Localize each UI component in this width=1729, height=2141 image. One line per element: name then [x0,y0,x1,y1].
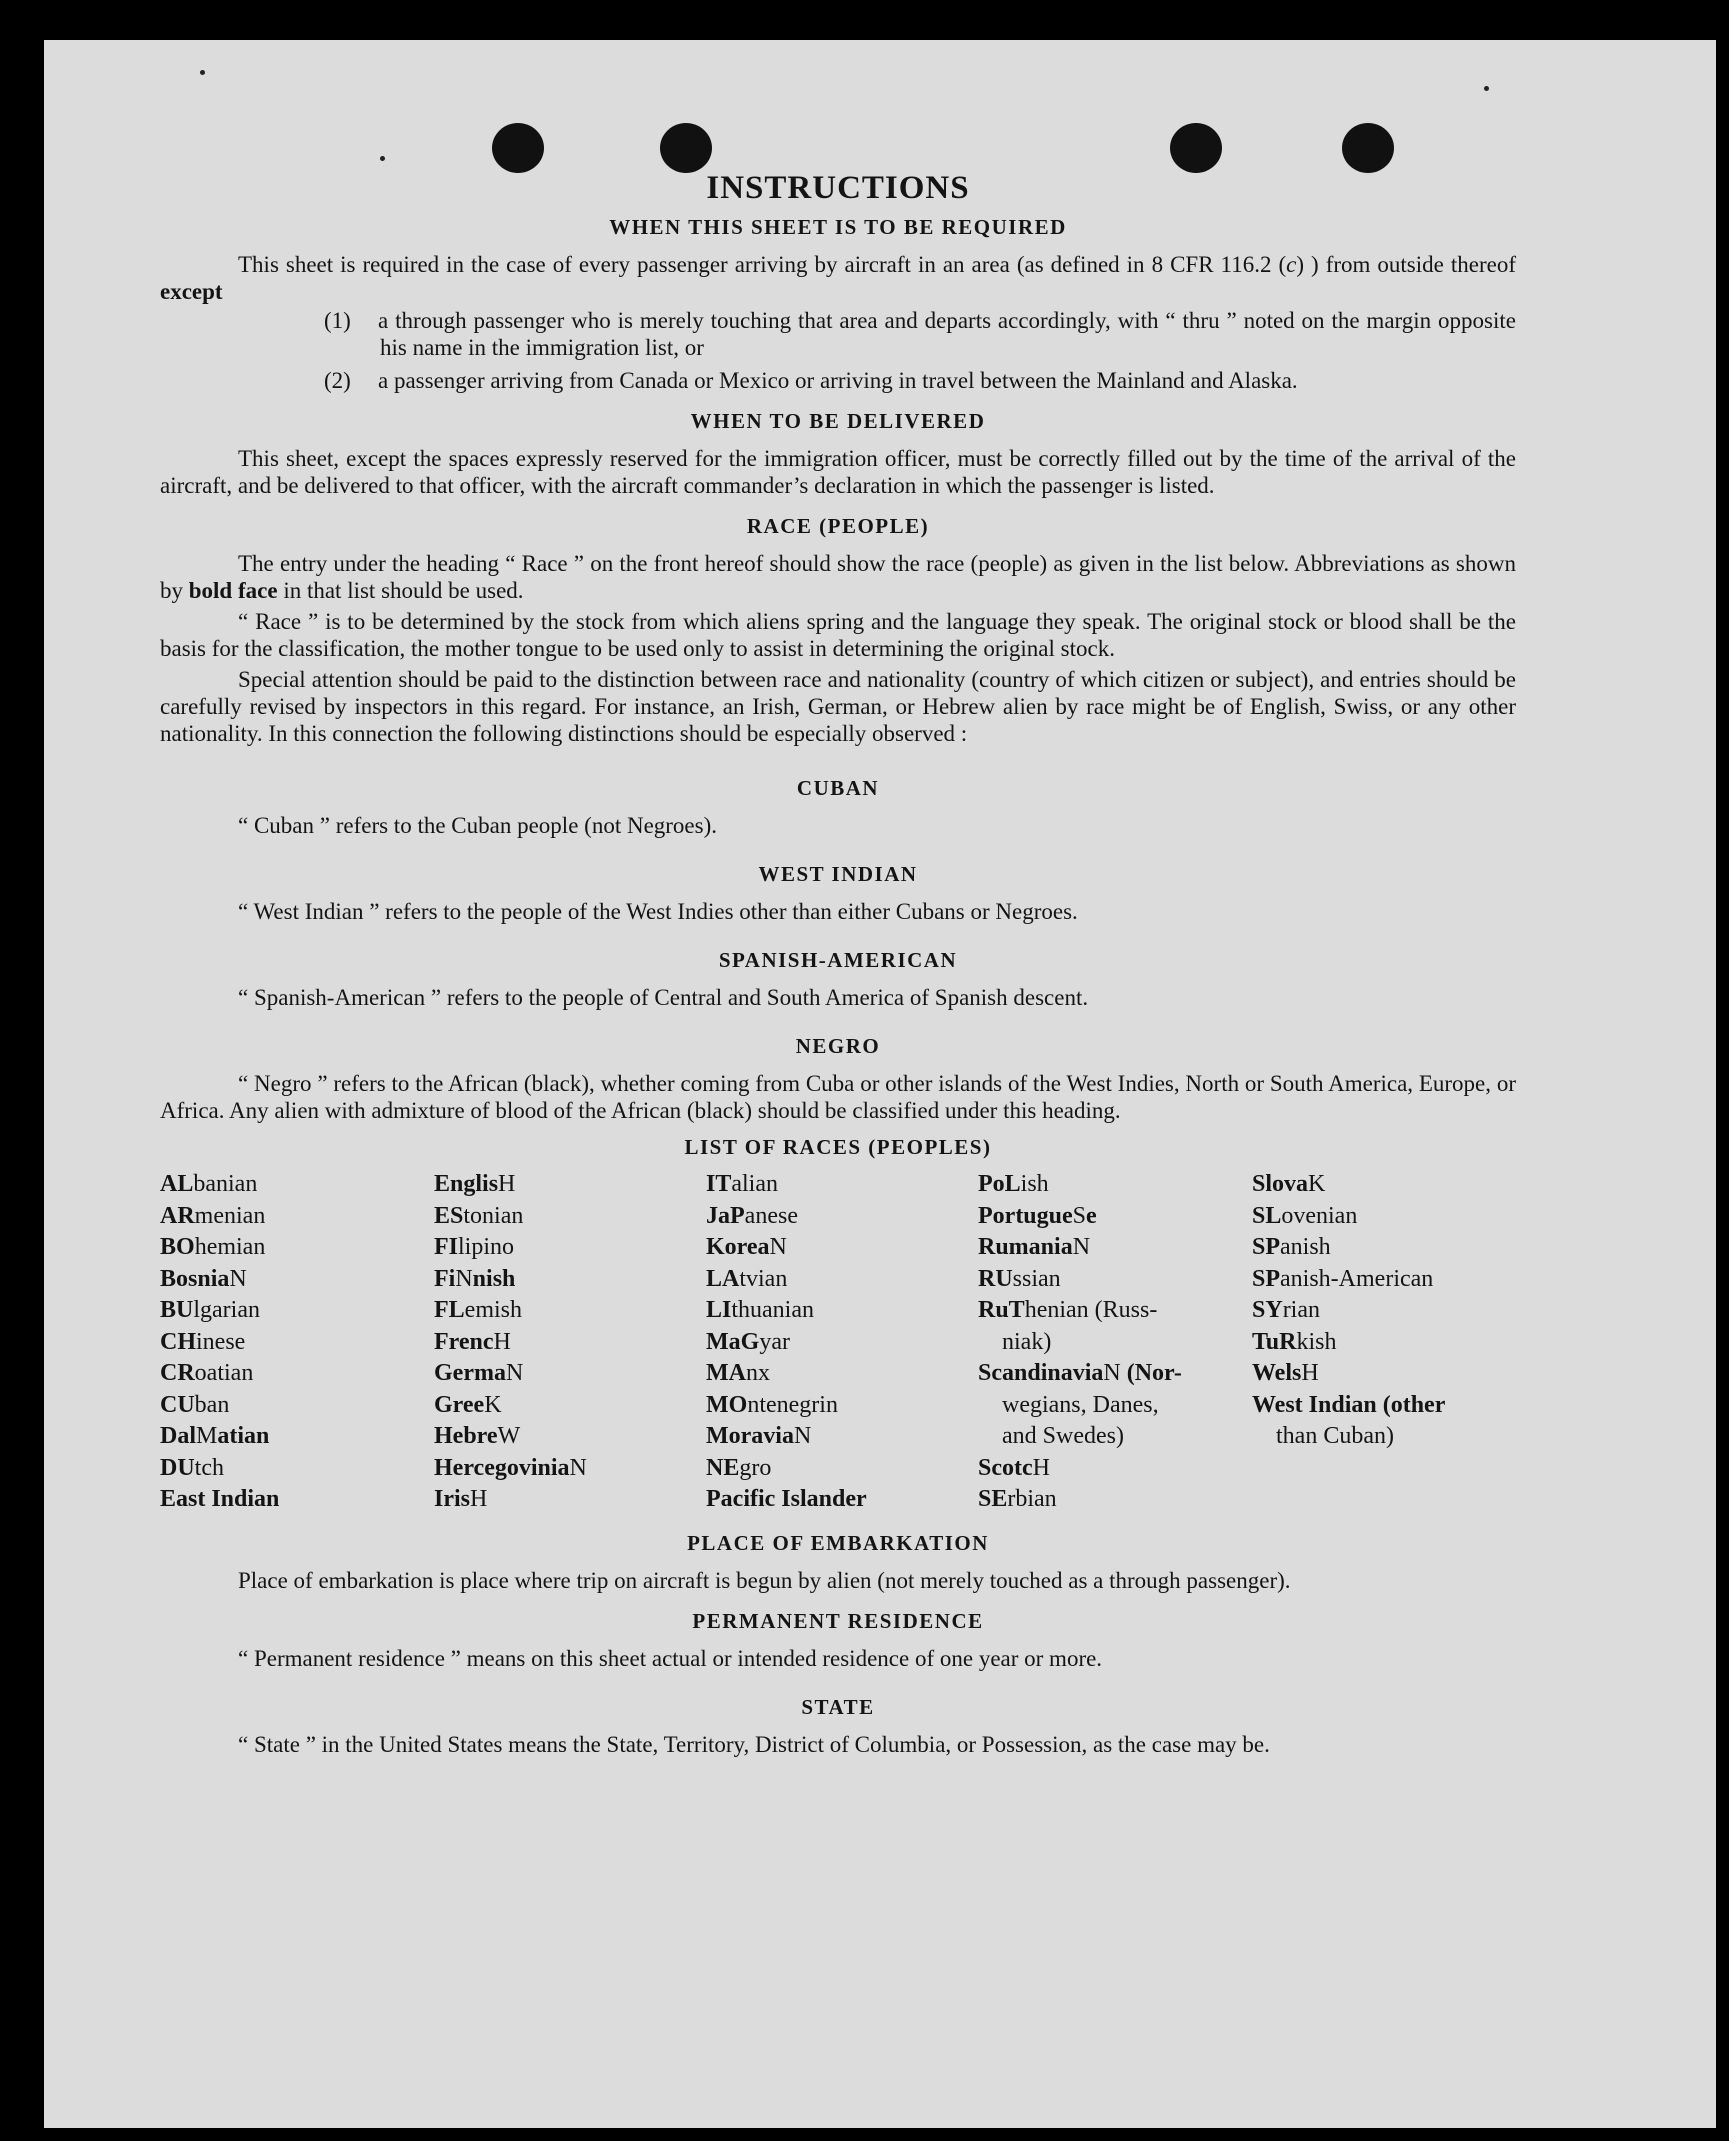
race-entry: CUban [160,1391,230,1418]
section-heading: WEST INDIAN [758,862,918,886]
section-heading: RACE (PEOPLE) [746,514,930,538]
race-entry: KoreaN [706,1234,787,1260]
race-entry: DUtch [160,1454,224,1481]
section-heading: PERMANENT RESIDENCE [692,1608,984,1633]
race-entry: CHinese [160,1328,246,1355]
race-entry: West Indian (other [1252,1391,1446,1418]
race-entry: RuThenian (Russ- [978,1297,1158,1323]
punch-hole [660,123,712,173]
definition: “ Negro ” refers to the African (black), whether coming from Cuba or other islands of the West Indies, North or South America, Europe, or Africa. Any alien with admixture of blood of the African (black) should be classified under this heading. [160,1071,1516,1123]
paragraph: Special attention should be paid to the distinction between race and nationality (country of which citizen or subject), and entries should be carefully revised by inspectors in this regard. For instance, an Irish, German, or Hebrew alien by race might be of English, Swiss, or any other nationality. In this connection the following distinctions should be especially observed : [160,667,1516,746]
race-entry: PortugueSe [978,1202,1097,1229]
punch-hole [492,123,544,173]
race-entry: JaPanese [706,1202,798,1229]
race-entry: SlovaK [1252,1171,1326,1197]
race-column [160,1169,434,1516]
race-entry: East Indian [160,1486,280,1512]
race-entry: SErbian [978,1486,1057,1512]
list-item: (1) a through passenger who is merely touching that area and departs accordingly, with “ thru ” noted on the margin opposite his name in the immigration list, or [324,308,1516,360]
section-heading: SPANISH-AMERICAN [718,948,958,972]
definition: “ West Indian ” refers to the people of the West Indies other than either Cubans or Negroes. [238,899,1078,924]
section-heading: WHEN THIS SHEET IS TO BE REQUIRED [609,215,1067,239]
race-entry: MAnx [706,1360,770,1386]
paragraph: This sheet, except the spaces expressly reserved for the immigration officer, must be correctly filled out by the time of the arrival of the aircraft, and be delivered to that officer, with the aircraft commander’s declaration in which the passenger is listed. [160,446,1516,498]
race-entry: RUssian [978,1265,1061,1292]
paragraph: “ Permanent residence ” means on this sheet actual or intended residence of one year or more. [238,1645,1103,1671]
race-entry: MOntenegrin [706,1391,838,1418]
race-entry: niak) [1002,1328,1052,1355]
race-entry: LIthuanian [706,1297,814,1323]
race-entry: MaGyar [706,1328,790,1355]
section-heading: LIST OF RACES (PEOPLES) [684,1135,992,1159]
race-entry: CRoatian [160,1360,254,1386]
definition: “ Cuban ” refers to the Cuban people (not Negroes). [238,813,718,838]
race-entry: GreeK [434,1391,502,1418]
race-entry: NEgro [706,1454,772,1481]
race-column [1252,1169,1516,1516]
race-entry: than Cuban) [1276,1423,1394,1449]
section-heading: NEGRO [795,1034,881,1058]
race-entry: FLemish [434,1297,522,1323]
race-entry: SLovenian [1252,1202,1358,1229]
race-entry: ScandinaviaN (Nor- [978,1360,1182,1386]
race-entry: ScotcH [978,1454,1050,1481]
race-entry: SPanish [1252,1234,1331,1260]
section-heading: STATE [801,1694,875,1719]
paragraph: Place of embarkation is place where trip on aircraft is begun by alien (not merely touched as a through passenger). [238,1567,1291,1593]
race-entry: wegians, Danes, [1002,1391,1159,1418]
race-entry: BosniaN [160,1265,247,1292]
race-entry: HebreW [434,1423,521,1449]
race-column [706,1169,978,1516]
race-entry: IrisH [434,1486,488,1512]
list-item: (2) a passenger arriving from Canada or Mexico or arriving in travel between the Mainland and Alaska. [324,368,1298,393]
race-column [978,1169,1252,1516]
page-title: INSTRUCTIONS [706,170,970,206]
instructions-content [160,168,1516,1760]
race-entry: FiNnish [434,1265,516,1292]
speck [1484,86,1489,91]
race-entry: Pacific Islander [706,1486,867,1512]
paragraph: “ Race ” is to be determined by the stock from which aliens spring and the language they speak. The original stock or blood shall be the basis for the classification, the mother tongue to be used only to assist in determining the original stock. [160,609,1516,661]
punch-hole [1342,123,1394,173]
race-entry: FrencH [434,1328,511,1355]
race-entry: BOhemian [160,1234,266,1260]
paragraph: The entry under the heading “ Race ” on the front hereof should show the race (people) as given in the list below. Abbreviations as shown by bold face in that list should be used. [160,551,1516,603]
paragraph: This sheet is required in the case of every passenger arriving by aircraft in an area (as defined in 8 CFR 116.2 (c) ) from outside thereof except [160,252,1516,304]
race-entry: BUlgarian [160,1297,260,1323]
speck [380,156,385,161]
race-entry: GermaN [434,1360,524,1386]
race-entry: EnglisH [434,1171,516,1197]
race-entry: TuRkish [1252,1328,1337,1355]
paragraph: “ State ” in the United States means the State, Territory, District of Columbia, or Possession, as the case may be. [238,1731,1270,1757]
race-entry: SYrian [1252,1297,1320,1323]
race-entry: FIlipino [434,1234,515,1260]
race-entry: LAtvian [706,1265,788,1292]
section-heading: WHEN TO BE DELIVERED [690,409,986,433]
race-entry: HercegoviniaN [434,1454,587,1481]
race-entry: WelsH [1252,1360,1319,1386]
races-list [160,1169,1516,1516]
race-entry: and Swedes) [1002,1423,1124,1449]
race-entry: SPanish-American [1252,1265,1434,1292]
race-entry: EStonian [434,1202,524,1229]
race-entry: MoraviaN [706,1423,812,1449]
race-entry: ITalian [706,1171,778,1197]
section-heading: CUBAN [796,776,880,800]
speck [200,70,205,75]
definition: “ Spanish-American ” refers to the people of Central and South America of Spanish descent. [238,985,1089,1010]
race-column [434,1169,706,1516]
race-entry: PoLish [978,1171,1049,1197]
race-entry: ALbanian [160,1171,258,1197]
race-entry: RumaniaN [978,1234,1091,1260]
section-heading: PLACE OF EMBARKATION [687,1530,989,1555]
punch-hole [1170,123,1222,173]
race-entry: DalMatian [160,1423,270,1449]
race-entry: ARmenian [160,1202,266,1229]
